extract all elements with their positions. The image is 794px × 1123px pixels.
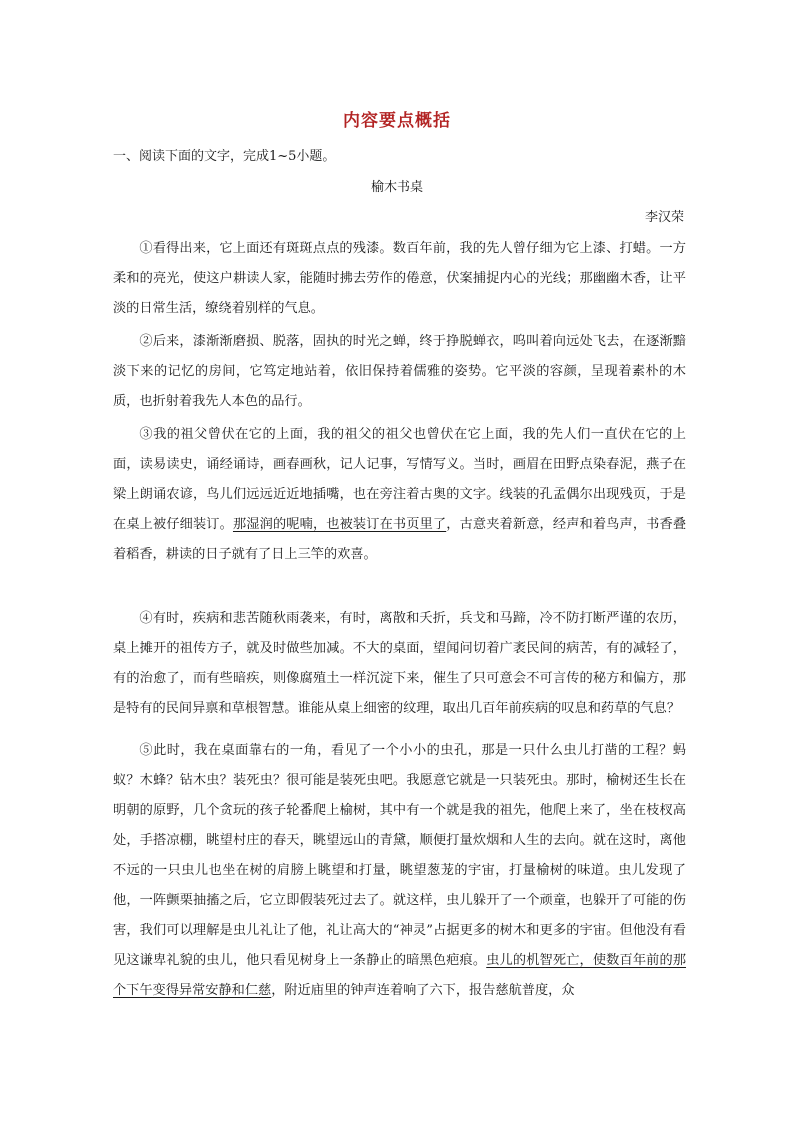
paragraph-text: ③我的祖父曾伏在它的上面，我的祖父的祖父也曾伏在它上面，我的先人们一直伏在它的上面，读易读史，诵经诵诗，画春画秋，记人记事，写情写义。当时，画眉在田野点染春泥，燕子在梁上朗诵农谚，鸟儿们远远近近地插嘴，也在旁注着古奥的文字。线装的孔孟偶尔出现残页，于是在桌上被仔细装订。 (113, 427, 686, 532)
article-author: 李汉荣 (644, 210, 684, 225)
paragraph-4 (113, 604, 686, 724)
paragraph-5 (113, 736, 686, 1006)
underlined-sentence: 那湿润的呢喃，也被装订在书页里了 (232, 517, 447, 532)
paragraph-text: ⑤此时，我在桌面靠右的一角，看见了一个小小的虫孔，那是一只什么虫儿打凿的工程？蚂蚁？木蜂？钻木虫？装死虫？很可能是装死虫吧。我愿意它就是一只装死虫。那时，榆树还生长在明朝的原野，几个贪玩的孩子轮番爬上榆树，其中有一个就是我的祖先，他爬上来了，坐在枝杈高处，手搭凉棚，眺望村庄的春天，眺望远山的青黛，顺便打量炊烟和人生的去向。就在这时，离他不远的一只虫儿也坐在树的肩膀上眺望和打量，眺望葱茏的宇宙，打量榆树的味道。虫儿发现了他，一阵颤栗抽搐之后，它立即假装死过去了。就这样，虫儿躲开了一个顽童，也躲开了可能的伤害，我们可以理解是虫儿礼让了他，礼让高大的“神灵”占据更多的树木和更多的宇宙。但他没有看见这谦卑礼貌的虫儿，他只看见树身上一条静止的暗黑色疤痕。 (113, 743, 686, 968)
paragraph-text: ④有时，疾病和悲苦随秋雨袭来，有时，离散和夭折，兵戈和马蹄，冷不防打断严谨的农历，桌上摊开的祖传方子，就及时做些加减。不大的桌面，望闻问切着广袤民间的病苦，有的减轻了，有的治愈了，而有些暗疾，则像腐殖土一样沉淀下来，催生了只可意会不可言传的秘方和偏方，那是特有的民间异禀和草根智慧。谁能从桌上细密的纹理，取出几百年前疾病的叹息和药草的气息？ (113, 611, 686, 716)
paragraph-3 (113, 420, 686, 570)
underlined-sentence: 虫儿的机智死亡，使数百年前的那个下午变得异常安静和仁慈 (113, 953, 687, 998)
paragraph-1 (113, 234, 686, 324)
paragraph-2 (113, 327, 686, 417)
paragraph-text: ，附近庙里的钟声连着响了六下，报告慈航普度，众 (271, 983, 575, 998)
question-instruction: 一、阅读下面的文字，完成1~5小题。 (113, 149, 336, 164)
paragraph-text: ②后来，漆渐渐磨损、脱落，固执的时光之蝉，终于挣脱蝉衣，呜叫着向远处飞去，在逐渐黯淡下来的记忆的房间，它笃定地站着，依旧保持着儒雅的姿势。它平淡的容颜，呈现着素朴的木质，也折射着我先人本色的品行。 (113, 334, 686, 409)
page-title: 内容要点概括 (343, 111, 451, 131)
paragraph-text: ，古意夹着新意，经声和着鸟声，书香叠着稻香，耕读的日子就有了日上三竿的欢喜。 (113, 517, 687, 562)
paragraph-text: ①看得出来，它上面还有斑斑点点的残漆。数百年前，我的先人曾仔细为它上漆、打蜡。一方柔和的亮光，使这户耕读人家，能随时拂去劳作的倦意，伏案捕捉内心的光线；那幽幽木香，让平淡的日常生活，缭绕着别样的气息。 (113, 241, 686, 316)
article-title: 榆木书桌 (370, 180, 423, 195)
